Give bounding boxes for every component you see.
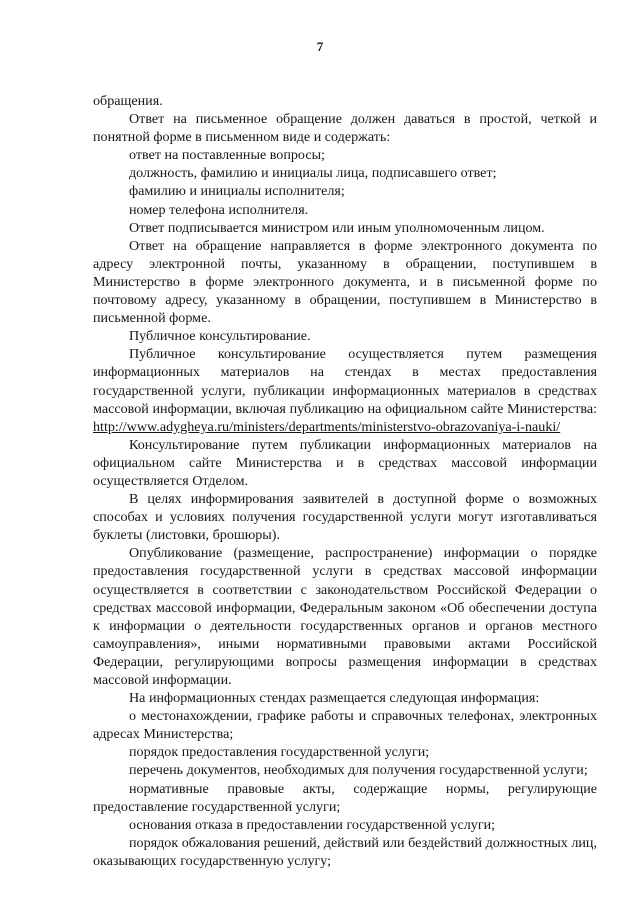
page-number: 7 — [316, 39, 324, 54]
list-item-refusal-grounds: основания отказа в предоставлении государственной услуги; — [129, 816, 496, 833]
paragraph-website-consulting: Консультирование путем публикации информационных материалов на официальном сайте Министерства и в средствах массовой информации осуществляется Отделом. — [93, 436, 597, 489]
public-consulting-text: Публичное консультирование осуществляется путем размещения информационных материалов на стендах в местах предоставления государственной услуги, публикации информационных материалов в средствах массовой информации, включая публикацию на официальном сайте Министерства: — [93, 346, 597, 417]
list-item-phone: номер телефона исполнителя. — [129, 201, 309, 218]
list-item-signer: должность, фамилию и инициалы лица, подписавшего ответ; — [129, 165, 497, 182]
paragraph-continuation: обращения. — [93, 93, 163, 109]
paragraph-booklets: В целях информирования заявителей в доступной форме о возможных способах и условиях получения государственной услуги могут изготавливаться буклеты (листовки, брошюры). — [93, 491, 597, 544]
paragraph-stands-info: На информационных стендах размещается следующая информация: — [129, 690, 540, 707]
ministry-website-link[interactable]: http://www.adygheya.ru/ministers/departments/ministerstvo-obrazovaniya-i-nauki/ — [93, 418, 561, 435]
list-item-answer: ответ на поставленные вопросы; — [129, 147, 325, 164]
paragraph-public-consulting-heading: Публичное консультирование. — [129, 328, 311, 345]
document-body — [93, 92, 597, 870]
paragraph-response-requirements: Ответ на письменное обращение должен даваться в простой, четкой и понятной форме в письменном виде и содержать: — [93, 111, 597, 146]
list-item-executor: фамилию и инициалы исполнителя; — [129, 183, 345, 200]
list-item-documents: перечень документов, необходимых для получения государственной услуги; — [129, 762, 588, 779]
list-item-procedure: порядок предоставления государственной услуги; — [129, 744, 430, 761]
list-item-legal-acts: нормативные правовые акты, содержащие нормы, регулирующие предоставление государственной услуги; — [93, 780, 597, 815]
paragraph-public-consulting — [93, 345, 597, 435]
list-item-appeal-procedure: порядок обжалования решений, действий или бездействий должностных лиц, оказывающих государственную услугу; — [93, 834, 597, 869]
paragraph-response-delivery: Ответ на обращение направляется в форме электронного документа по адресу электронной почты, указанному в обращении, поступившем в Министерство в форме электронного документа, и в письменной форме по почтовому адресу, указанному в обращении, поступившем в Министерство в письменной форме. — [93, 237, 597, 327]
list-item-location: о местонахождении, графике работы и справочных телефонах, электронных адресах Министерства; — [93, 708, 597, 743]
paragraph-publication: Опубликование (размещение, распространение) информации о порядке предоставления государственной услуги в средствах массовой информации осуществляется в соответствии с законодательством Российской Федерации о средствах массовой информации, Федеральным законом «Об обеспечении доступа к информации о деятельности государственных органов и органов местного самоуправления», иными нормативными правовыми актами Российской Федерации, регулирующими вопросы размещения информации в средствах массовой информации. — [93, 545, 597, 688]
paragraph-signature: Ответ подписывается министром или иным уполномоченным лицом. — [129, 219, 545, 236]
